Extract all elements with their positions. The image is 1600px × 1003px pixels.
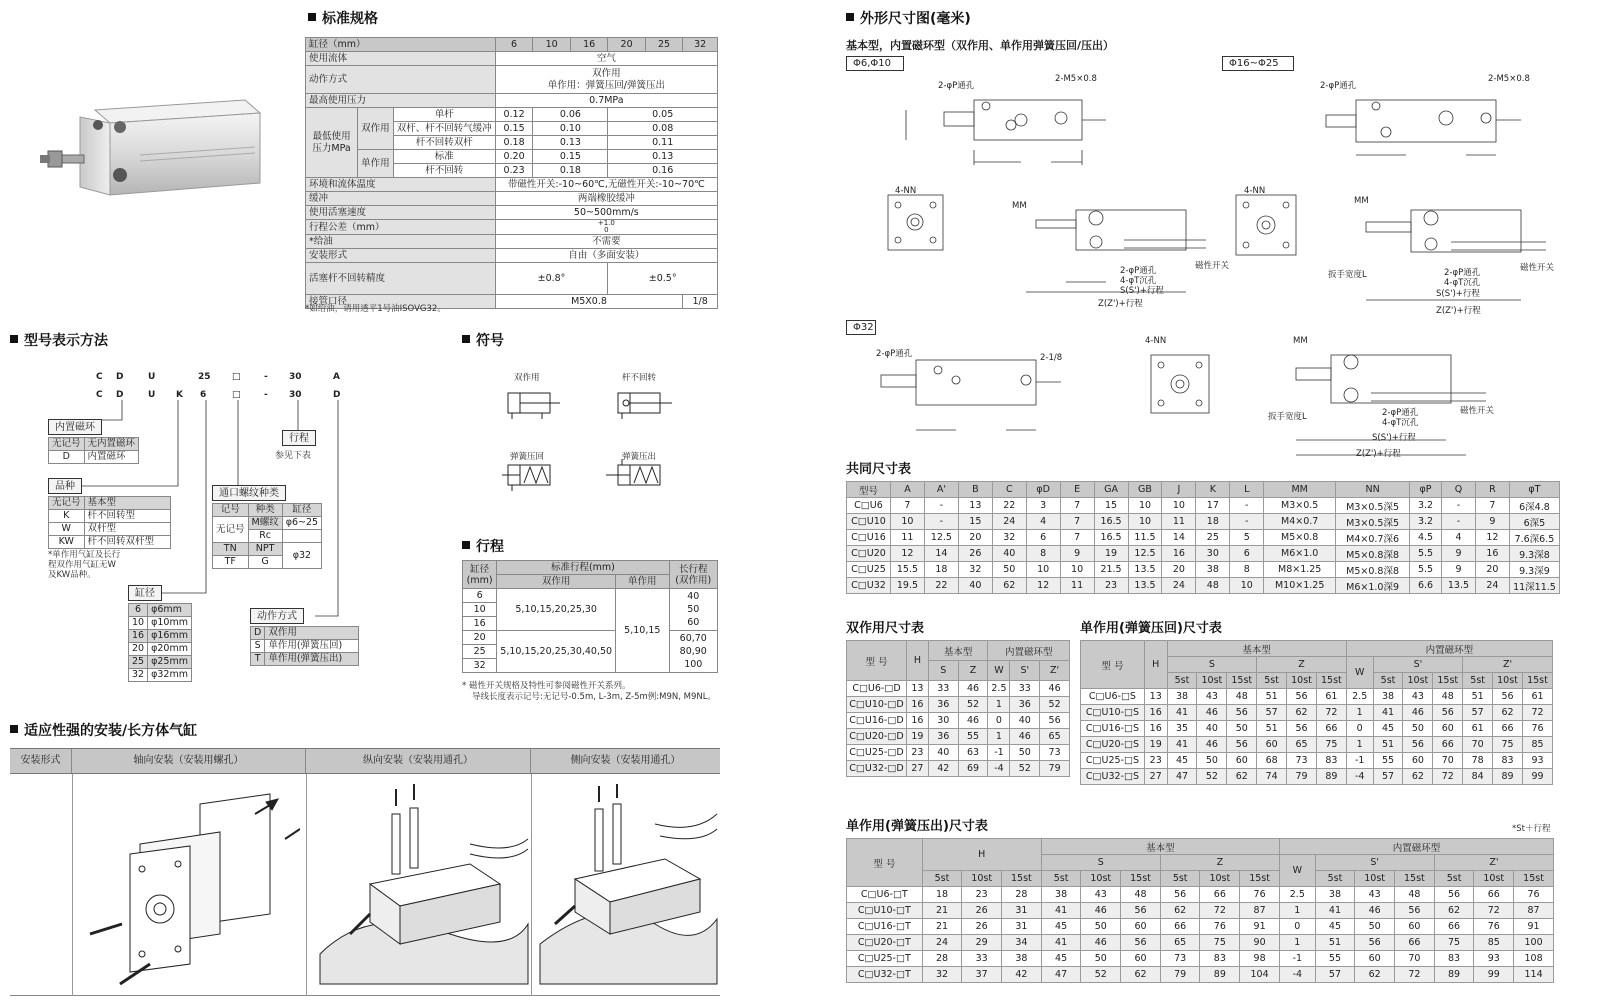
bore-label: 缸径	[128, 585, 162, 601]
label-m5-2: 2-M5×0.8	[1488, 74, 1530, 84]
stroke-table: 缸径(mm) 标准行程(mm) 长行程(双作用) 双作用 单作用 6 5,10,15,20,25,30 5,10,15 40 50 60 10 16 20 5,10,15,20,25,30,40,50 60,70 80,90 100 25 32	[462, 560, 718, 673]
symbol-label-spring-return: 弹簧压回	[510, 452, 545, 462]
table-row: C□U20-□S 19 41 46 56 60 65 75 1 51 56 66 70 75 85	[1081, 737, 1553, 753]
stroke-code-label: 行程	[282, 430, 316, 446]
column-header: GB	[1128, 482, 1162, 498]
side-mount-drawing	[535, 784, 720, 989]
label-nn-2: 4-NN	[1244, 186, 1266, 196]
longitudinal-mount-drawing	[310, 784, 530, 989]
label-nn-3: 4-NN	[1145, 336, 1167, 346]
label-p-hole-2: 2-φP通孔	[1320, 81, 1357, 91]
table-row: C□U25 15.5 18 32 50 10 10 21.5 13.5 20 38 8 M8×1.25 M5×0.8深8 5.5 9 20 9.3深9	[847, 562, 1560, 578]
stroke-note-1: * 磁性开关规格及特性可参阅磁性开关系列。	[462, 681, 631, 691]
common-table	[846, 481, 1560, 594]
table-row: C□U6-□S 13 38 43 48 51 56 61 2.5 38 43 48 51 56 61	[1081, 689, 1553, 705]
table-row: C□U16-□S 16 35 40 50 51 56 66 0 45 50 60 61 66 76	[1081, 721, 1553, 737]
table-row: C□U20-□D 19 36 55 1 46 65	[847, 729, 1070, 745]
single-s-table: 型 号 H 基本型 内置磁环型 S Z W S' Z' 5st 10st 15st 5st 10st 15st 5st 10st 15st 5st 10st 15st C□U6-□S 13 38 43 48 51 56 61 2.5 38 43 48 51 56 61 C□U10-□S 16 41 46 56 57 62 72 1 41 46 56 57 62 72 C□U16-□S 16 35 40 50 51 56 66 0 45 50 60 61 66 76 C□U20-□S 19 41 46 56 60 65 75 1 51 56 66 70 75 85 C□U25-□S 23 45 50 60 68 73 83 -1 55 60 70 78 83 93 C□U32-□S 27 47 52 62 74 79 89 -4 57 62 72 84 89 99	[1080, 640, 1553, 785]
label-p-hole-3: 2-φP通孔	[1120, 266, 1157, 276]
spec-title: 标准规格	[308, 8, 378, 28]
column-header: NN	[1336, 482, 1410, 498]
label-z-stroke-1: Z(Z')+行程	[1098, 299, 1143, 309]
table-row: C□U10-□D 16 36 52 1 36 52	[847, 697, 1070, 713]
column-header: 型号	[847, 482, 891, 498]
label-p-hole-5: 2-φP通孔	[876, 349, 913, 359]
pneumatic-symbols	[490, 385, 680, 495]
single-t-title: 单作用(弹簧压出)尺寸表	[846, 819, 988, 834]
column-header: J	[1162, 482, 1196, 498]
spec-table: 缸径（mm） 6 10 16 20 25 32 使用流体 空气 动作方式 双作用 单作用：弹簧压回/弹簧压出 最高使用压力 0.7MPa 最低使用压力MPa 双作用 单杆 0.12 0.06 0.05 双杆、杆不回转气缓冲 0.15 0.10 0.08 杆不回转双杆 0.18 0.13 0.11 单作用 标准 0.20 0.15 0.13 杆不回转 0.23 0.18 0.16 环境和流体温度 带磁性开关:-10~60℃,无磁性开关:-10~70℃ 缓冲 两端橡胶缓冲 使用活塞速度 50~500mm/s 行程公差（mm） +1.0 0 *给油 不需要 安装形式 自由（多面安装） 活塞杆不回转精度 ±0.8° ±0.5° 接管口径 M5X0.8 1/8	[305, 37, 718, 309]
single-t-note: *St＋行程	[1512, 824, 1551, 834]
column-header: B	[958, 482, 992, 498]
magnet-table: 无记号 无内置磁环 D 内置磁环	[48, 437, 139, 464]
table-row: C□U16-□T 21 26 31 45 50 60 66 76 91 0 45 50 60 66 76 91	[847, 919, 1554, 935]
outline-drawings	[846, 70, 1566, 465]
axial-mount-drawing	[80, 784, 300, 989]
tag-phi6-10: Φ6,Φ10	[846, 56, 904, 71]
column-header: MM	[1264, 482, 1336, 498]
label-wrench-2: 扳手宽度L	[1268, 412, 1307, 422]
table-row: C□U32-□D 27 42 69 -4 52 79	[847, 761, 1070, 777]
spec-footnote: *如给油，请用透平1号油ISOVG32。	[305, 304, 446, 314]
column-header: φP	[1410, 482, 1442, 498]
label-nn-1: 4-NN	[895, 186, 917, 196]
label-s-stroke-2: S(S')+行程	[1436, 289, 1480, 299]
table-row: C□U16 11 12.5 20 32 6 7 16.5 11.5 14 25 5 M5×0.8 M4×0.7深6 4.5 4 12 7.6深6.5	[847, 530, 1560, 546]
label-m5-1: 2-M5×0.8	[1055, 74, 1097, 84]
symbol-label-norotate: 杆不回转	[622, 373, 657, 383]
label-mm-3: MM	[1293, 336, 1308, 346]
label-p-hole-4: 2-φP通孔	[1444, 268, 1481, 278]
column-header: R	[1475, 482, 1509, 498]
double-table: 型 号 H 基本型 内置磁环型 S Z W S' Z' C□U6-□D 13 33 46 2.5 33 46 C□U10-□D 16 36 52 1 36 52 C□U16-□D 16 30 46 0 40 56 C□U20-□D 19 36 55 1 46 65 C□U25-□D 23 40 63 -1 50 73 C□U32-□D 27 42 69 -4 52 79	[846, 640, 1070, 777]
column-header: GA	[1094, 482, 1128, 498]
single-s-title: 单作用(弹簧压回)尺寸表	[1080, 621, 1222, 636]
common-title: 共同尺寸表	[846, 462, 912, 477]
table-row: C□U20 12 14 26 40 8 9 19 12.5 16 30 6 M6×1.0 M5×0.8深8 5.5 9 16 9.3深8	[847, 546, 1560, 562]
table-row: C□U10-□S 16 41 46 56 57 62 72 1 41 46 56 57 62 72	[1081, 705, 1553, 721]
mount-header-row: 安装形式 轴向安装（安装用螺孔） 纵向安装（安装用通孔） 侧向安装（安装用通孔）	[10, 748, 720, 774]
product-photo	[40, 95, 270, 205]
column-header: A	[890, 482, 924, 498]
label-s-stroke-3: S(S')+行程	[1372, 433, 1416, 443]
column-header: A'	[924, 482, 958, 498]
tag-phi16-25: Φ16~Φ25	[1222, 56, 1294, 71]
table-row: C□U6 7 - 13 22 3 7 15 10 10 17 - M3×0.5 M3×0.5深5 3.2 - 7 6深4.8	[847, 498, 1560, 514]
thread-table: 记号 种类 缸径 无记号 M螺纹 φ6~25 Rc TN NPT φ32 TF G	[212, 503, 322, 569]
table-row: C□U25-□S 23 45 50 60 68 73 83 -1 55 60 70 78 83 93	[1081, 753, 1553, 769]
label-p-hole-6: 2-φP通孔	[1382, 408, 1419, 418]
thread-label: 通口螺纹种类	[212, 485, 286, 501]
column-header: φD	[1026, 482, 1060, 498]
stroke-code-note: 参见下表	[275, 451, 312, 461]
label-switch-2: 磁性开关	[1520, 263, 1555, 273]
variety-label: 品种	[48, 478, 82, 494]
symbol-title: 符号	[462, 330, 504, 350]
table-row: C□U32-□T 32 37 42 47 52 62 79 89 104 -4 57 62 72 89 99 114	[847, 967, 1554, 983]
label-switch-1: 磁性开关	[1195, 261, 1230, 271]
double-title: 双作用尺寸表	[846, 621, 925, 636]
column-header: K	[1196, 482, 1230, 498]
variety-table: 无记号 基本型 K 杆不回转型 W 双杆型 KW 杆不回转双杆型	[48, 496, 171, 549]
table-row: C□U20-□T 24 29 34 41 46 56 65 75 90 1 51 56 66 75 85 100	[847, 935, 1554, 951]
column-header: E	[1060, 482, 1094, 498]
table-row: C□U10-□T 21 26 31 41 46 56 62 72 87 1 41 46 56 62 72 87	[847, 903, 1554, 919]
action-label: 动作方式	[250, 608, 304, 624]
symbol-label-double: 双作用	[514, 373, 540, 383]
model-title: 型号表示方法	[10, 330, 108, 350]
label-s-stroke-1: S(S')+行程	[1120, 286, 1164, 296]
table-row: C□U16-□D 16 30 46 0 40 56	[847, 713, 1070, 729]
label-t-hole-1: 4-φT沉孔	[1120, 276, 1157, 286]
stroke-note-2: 导线长度表示记号:无记号-0.5m, L-3m, Z-5m例:M9N, M9NL。	[472, 692, 717, 702]
label-z-stroke-3: Z(Z')+行程	[1356, 449, 1401, 459]
column-header: C	[992, 482, 1026, 498]
table-row: C□U6-□D 13 33 46 2.5 33 46	[847, 681, 1070, 697]
mount-illustrations	[10, 774, 720, 996]
label-switch-3: 磁性开关	[1460, 406, 1495, 416]
label-wrench-1: 扳手宽度L	[1328, 270, 1367, 280]
column-header: L	[1230, 482, 1264, 498]
single-t-table: 型 号 H 基本型 内置磁环型 S Z W S' Z' 5st 10st 15st 5st 10st 15st 5st 10st 15st 5st 10st 15st 5st 10st 15st C□U6-□T 18 23 28 38 43 48 56 66 76 2.5 38 43 48 56 66 76 C□U10-□T 21 26 31 41 46 56 62 72 87 1 41 46 56 62 72 87 C□U16-□T 21 26 31 45 50 60 66 76 91 0 45 50 60 66 76 91 C□U20-□T 24 29 34 41 46 56 65 75 90 1 51 56 66 75 85 100 C□U25-□T 28 33 38 45 50 60 73 83 98 -1 55 60 70 83 93 108 C□U32-□T 32 37 42 47 52 62 79 89 104 -4 57 62 72 89 99 114	[846, 838, 1554, 983]
variety-note: *单作用气缸及长行 程双作用气缸无W 及KW品种。	[48, 550, 121, 580]
label-p-hole-1: 2-φP通孔	[938, 81, 975, 91]
table-row: C□U25-□T 28 33 38 45 50 60 73 83 98 -1 55 60 70 83 93 108	[847, 951, 1554, 967]
magnet-label: 内置磁环	[48, 419, 102, 435]
symbol-label-spring-extend: 弹簧压出	[622, 452, 657, 462]
action-table: D 双作用 S 单作用(弹簧压回) T 单作用(弹簧压出)	[250, 626, 359, 666]
label-t-hole-3: 4-φT沉孔	[1382, 418, 1419, 428]
stroke-title: 行程	[462, 536, 504, 556]
mount-title: 适应性强的安装/长方体气缸	[10, 720, 197, 740]
column-header: Q	[1442, 482, 1476, 498]
outline-title: 外形尺寸图(毫米)	[846, 8, 971, 28]
table-row: C□U25-□D 23 40 63 -1 50 73	[847, 745, 1070, 761]
tag-phi32: Φ32	[846, 320, 876, 335]
outline-subtitle: 基本型，内置磁环型（双作用、单作用弹簧压回/压出）	[846, 39, 1115, 52]
bore-table: 6 φ6mm 10 φ10mm 16 φ16mm 20 φ20mm 25 φ25mm 32 φ32mm	[128, 603, 192, 682]
label-mm-1: MM	[1012, 201, 1027, 211]
table-row: C□U32 19.5 22 40 62 12 11 23 13.5 24 48 10 M10×1.25 M6×1.0深9 6.6 13.5 24 11深11.5	[847, 578, 1560, 594]
label-z-stroke-2: Z(Z')+行程	[1436, 306, 1481, 316]
column-header: φT	[1509, 482, 1559, 498]
label-eighth: 2-1/8	[1040, 353, 1063, 363]
table-row: C□U32-□S 27 47 52 62 74 79 89 -4 57 62 72 84 89 99	[1081, 769, 1553, 785]
table-row: C□U10 10 - 15 24 4 7 16.5 10 11 18 - M4×0.7 M3×0.5深5 3.2 - 9 6深5	[847, 514, 1560, 530]
label-mm-2: MM	[1354, 196, 1369, 206]
label-t-hole-2: 4-φT沉孔	[1444, 278, 1481, 288]
table-row: C□U6-□T 18 23 28 38 43 48 56 66 76 2.5 38 43 48 56 66 76	[847, 887, 1554, 903]
